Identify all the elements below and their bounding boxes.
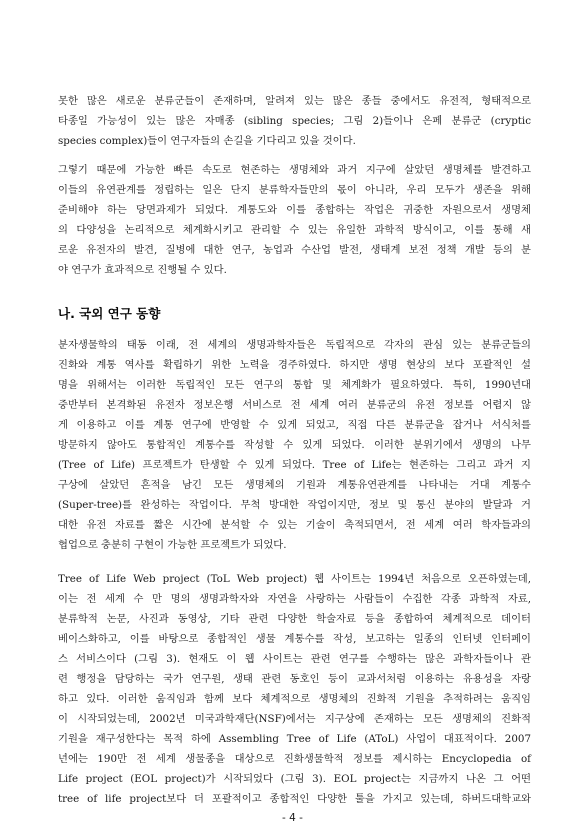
text-line: 분자생물학의 태동 이래, 전 세계의 생명과학자들은 독립적으로 각자의 관심 있는 분류군들의	[58, 339, 531, 351]
text-line: 로운 유전자의 발견, 질병에 대한 연구, 농업과 수산업 발전, 생태계 보전 정책 개발 등의 분	[58, 244, 531, 256]
text-line: 진화와 계통 역사를 확립하기 위한 노력을 경주하였다. 하지만 생명 현상의 보다 포괄적인 설	[58, 359, 531, 371]
text-line: 중반부터 본격화된 유전자 정보은행 서비스로 전 세계 여러 분류군의 유전 정보를 어렵지 않	[58, 399, 531, 411]
text-line: 방문하지 않아도 통합적인 계통수를 작성할 수 있게 되었다. 이러한 분위기에서 생명의 나무	[58, 439, 531, 451]
text-line: 게 이용하고 이를 계통 연구에 반영할 수 있게 되었고, 직접 다른 분류군을 잡거나 서식처를	[58, 419, 531, 431]
text-line: Tree of Life Web project (ToL Web project) 웹 사이트는 1994년 처음으로 오픈하였는데,	[58, 573, 531, 585]
text-line: 야 연구가 효과적으로 진행될 수 있다.	[58, 264, 227, 276]
text-line: 대한 유전 자료를 짧은 시간에 분석할 수 있는 기술이 축적되면서, 전 세계 여러 학자들과의	[58, 519, 531, 531]
text-line: 년에는 190만 전 세계 생물종을 대상으로 진화생물학적 정보를 제시하는 Encyclopedia of	[58, 753, 531, 765]
text-line: species complex)들이 연구자들의 손길을 기다리고 있을 것이다.	[58, 135, 356, 147]
page-number: - 4 -	[282, 812, 303, 824]
text-line: 그렇기 때문에 가능한 빠른 속도로 현존하는 생명체와 과거 지구에 살았던 생명체를 발견하고	[58, 164, 531, 176]
text-line: 협업으로 충분히 구현이 가능한 프로젝트가 되었다.	[58, 539, 287, 551]
text-line: 명을 위해서는 이러한 독립적인 모든 연구의 통합 및 체계화가 필요하였다. 특히, 1990년대	[58, 379, 531, 391]
text-line: Life project (EOL project)가 시작되었다 (그림 3). EOL project는 지금까지 나온 그 어떤	[58, 773, 531, 785]
text-line: 이는 전 세계 수 만 명의 생명과학자와 자연을 사랑하는 사람들이 수집한 각종 과학적 자료,	[58, 593, 531, 605]
text-line: 의 다양성을 논리적으로 체계화시키고 관리할 수 있는 유일한 과학적 방식이고, 이를 통해 새	[58, 224, 531, 236]
text-line: 준비해야 하는 당면과제가 되었다. 계통도와 이를 종합하는 작업은 귀중한 자원으로서 생명체	[58, 204, 531, 216]
text-line: 타종일 가능성이 있는 많은 자매종 (sibling species; 그림 2)들이나 은페 분류군 (cryptic	[58, 115, 531, 127]
text-line: 련 행정을 담당하는 국가 연구원, 생태 관련 동호인 등이 교과서처럼 이용하는 유용성을 자랑	[58, 673, 531, 685]
section-heading: 나. 국외 연구 동향	[58, 306, 161, 321]
text-line: 베이스화하고, 이를 바탕으로 종합적인 생물 계통수를 작성, 보고하는 일종의 인터넷 인터페이	[58, 633, 531, 645]
text-line: tree of life project보다 더 포괄적이고 종합적인 다양한 툴을 가지고 있는데, 하버드대학교와	[58, 793, 531, 805]
text-line: 분류학적 논문, 사진과 동영상, 기타 관련 다양한 학술자료 등을 종합하여 체계적으로 데이터	[58, 613, 531, 625]
text-line: 이들의 유연관계를 정립하는 일은 단지 분류학자들만의 몫이 아니라, 우리 모두가 생존을 위해	[58, 184, 531, 196]
text-line: (Super-tree)를 완성하는 작업이다. 무척 방대한 작업이지만, 정보 및 통신 분야의 발달과 거	[58, 499, 531, 511]
text-line: 구상에 살았던 흔적을 남긴 모든 생명체의 기원과 계통유연관계를 나타내는 거대 계통수	[58, 479, 531, 491]
text-line: (Tree of Life) 프로젝트가 탄생할 수 있게 되었다. Tree of Life는 현존하는 그리고 과거 지	[58, 459, 531, 471]
text-line: 못한 많은 새로운 분류군들이 존재하며, 알려져 있는 많은 종들 중에서도 유전적, 형태적으로	[58, 95, 531, 107]
text-line: 스 서비스이다 (그림 3). 현재도 이 웹 사이트는 관련 연구를 수행하는 많은 과학자들이나 관	[58, 653, 531, 665]
text-line: 하고 있다. 이러한 움직임과 함께 보다 체계적으로 생명체의 진화적 기원을 추적하려는 움직임	[58, 693, 531, 705]
text-line: 이 시작되었는데, 2002년 미국과학재단(NSF)에서는 지구상에 존재하는 모든 생명체의 진화적	[58, 713, 531, 725]
text-line: 기원을 재구성한다는 목적 하에 Assembling Tree of Life (AToL) 사업이 대표적이다. 2007	[58, 733, 531, 745]
